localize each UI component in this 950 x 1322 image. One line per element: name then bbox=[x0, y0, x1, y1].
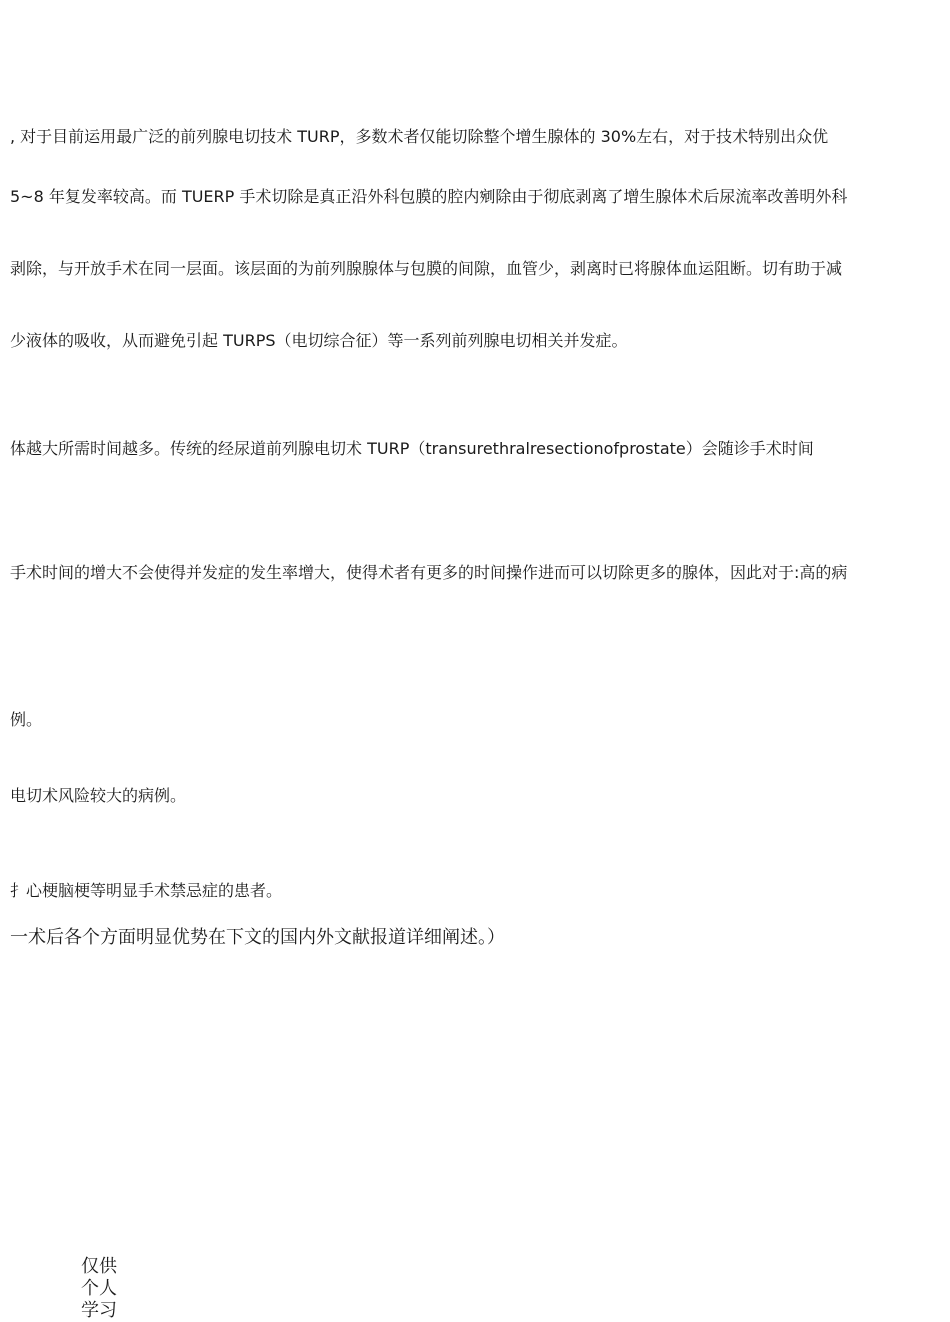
text-line-8: 电切术风险较大的病例。 bbox=[10, 786, 187, 805]
text-line-7: 例。 bbox=[10, 710, 43, 729]
text-line-9: 扌心梗脑梗等明显手术禁忌症的患者。 bbox=[10, 881, 283, 900]
text-line-4: 少液体的吸收，从而避免引起 TURPS（电切综合征）等一系列前列腺电切相关并发症。 bbox=[10, 331, 628, 350]
side-note: 仅供个人学习 bbox=[81, 1256, 117, 1321]
text-line-2: 5~8 年复发率较高。而 TUERP 手术切除是真正沿外科包膜的腔内剜除由于彻底剥离了增生腺体术后尿流率改善明外科 bbox=[10, 187, 848, 206]
text-line-10: 一术后各个方面明显优势在下文的国内外文献报道详细阐述。） bbox=[10, 927, 505, 948]
text-line-1: , 对于目前运用最广泛的前列腺电切技术 TURP，多数术者仅能切除整个增生腺体的 30%左右，对于技术特别出众优 bbox=[10, 127, 829, 146]
text-line-3: 剥除，与开放手术在同一层面。该层面的为前列腺腺体与包膜的间隙，血管少，剥离时已将腺体血运阻断。切有助于减 bbox=[10, 259, 843, 278]
text-line-5: 体越大所需时间越多。传统的经尿道前列腺电切术 TURP（transurethralresectionofprostate）会随诊手术时间 bbox=[10, 439, 814, 458]
text-line-6: 手术时间的增大不会使得并发症的发生率增大，使得术者有更多的时间操作进而可以切除更多的腺体，因此对于:高的病 bbox=[10, 563, 848, 582]
